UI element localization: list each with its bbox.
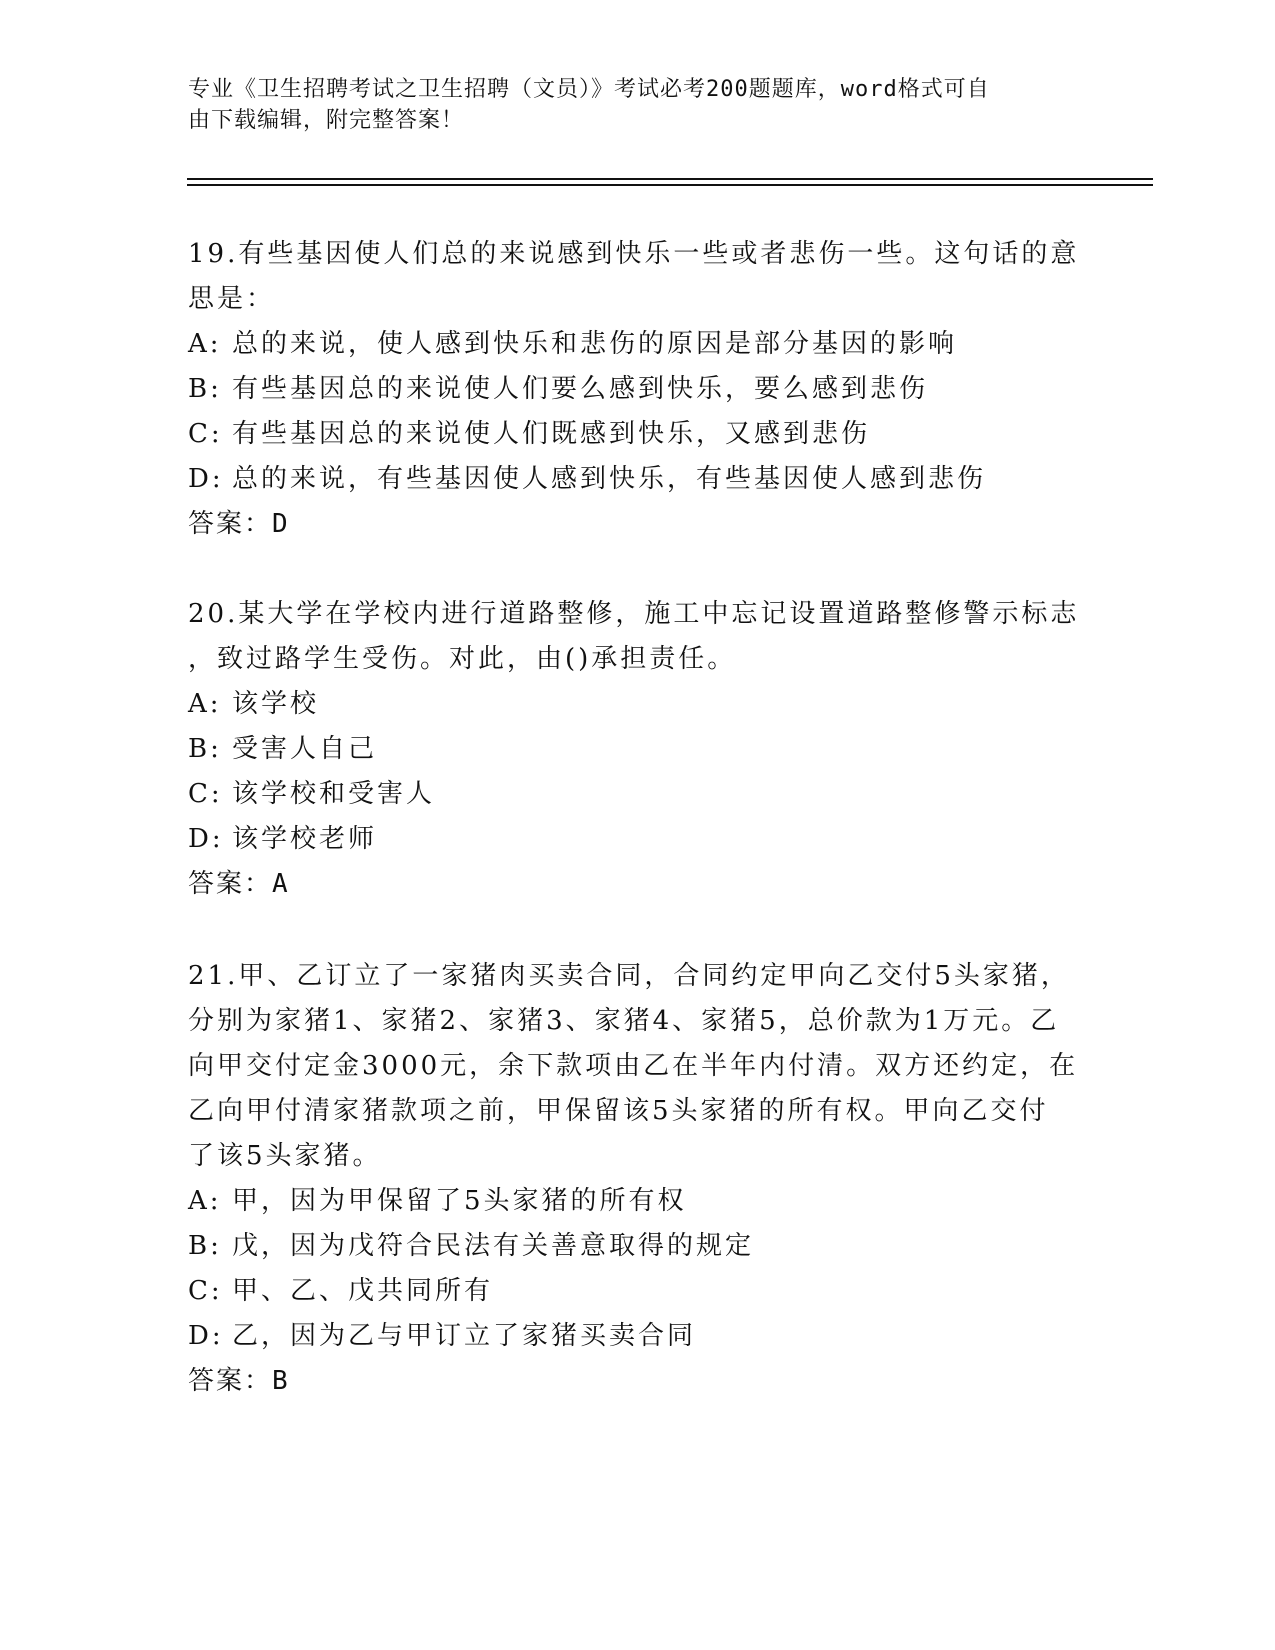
option-text: 甲，因为甲保留了5头家猪的所有权: [232, 1186, 687, 1216]
answer-label: 答案：: [188, 509, 273, 539]
answer-label: 答案：: [188, 869, 273, 899]
option-c: [188, 1269, 1088, 1314]
option-a: [188, 322, 1088, 367]
option-letter: A:: [188, 1186, 222, 1216]
option-text: 该学校和受害人: [232, 779, 436, 809]
answer-value: A: [272, 869, 288, 899]
option-b: [188, 367, 1088, 412]
option-text: 戊，因为戊符合民法有关善意取得的规定: [232, 1231, 755, 1261]
option-letter: C:: [188, 1276, 223, 1306]
option-letter: D:: [188, 464, 224, 494]
option-letter: D:: [188, 824, 224, 854]
option-letter: B:: [188, 734, 222, 764]
option-text: 有些基因总的来说使人们要么感到快乐，要么感到悲伤: [232, 374, 929, 404]
question-text-line: 乙向甲付清家猪款项之前，甲保留该5头家猪的所有权。甲向乙交付: [188, 1096, 1049, 1126]
question-text-line: 21.甲、乙订立了一家猪肉买卖合同，合同约定甲向乙交付5头家猪，: [188, 961, 1070, 991]
option-text: 受害人自己: [232, 734, 378, 764]
answer-value: B: [272, 1366, 288, 1396]
answer-line: [188, 862, 1088, 907]
option-letter: C:: [188, 419, 223, 449]
question-text-line: 思是：: [188, 284, 276, 314]
header-divider-top: [187, 178, 1153, 180]
question-text-line: 分别为家猪1、家猪2、家猪3、家猪4、家猪5，总价款为1万元。乙: [188, 1006, 1060, 1036]
option-letter: C:: [188, 779, 223, 809]
answer-line: [188, 502, 1088, 547]
option-text: 乙，因为乙与甲订立了家猪买卖合同: [232, 1321, 697, 1351]
option-letter: A:: [188, 329, 222, 359]
answer-line: [188, 1359, 1088, 1404]
question-text-line: 20.某大学在学校内进行道路整修，施工中忘记设置道路整修警示标志: [188, 599, 1080, 629]
question-20: [188, 592, 1088, 907]
answer-label: 答案：: [188, 1366, 273, 1396]
question-text-line: ，致过路学生受伤。对此，由()承担责任。: [188, 644, 737, 674]
option-d: [188, 1314, 1088, 1359]
header-line-2: 由下载编辑，附完整答案！: [188, 108, 465, 133]
answer-value: D: [272, 509, 288, 539]
option-letter: B:: [188, 1231, 222, 1261]
option-text: 甲、乙、戊共同所有: [232, 1276, 494, 1306]
option-d: [188, 457, 1088, 502]
header-line-1: 专业《卫生招聘考试之卫生招聘（文员）》考试必考200题题库，word格式可自: [188, 77, 990, 102]
option-text: 总的来说，使人感到快乐和悲伤的原因是部分基因的影响: [232, 329, 958, 359]
option-a: [188, 1179, 1088, 1224]
option-b: [188, 727, 1088, 772]
option-text: 总的来说，有些基因使人感到快乐，有些基因使人感到悲伤: [232, 464, 987, 494]
question-text-line: 向甲交付定金3000元，余下款项由乙在半年内付清。双方还约定，在: [188, 1051, 1079, 1081]
question-19: [188, 232, 1088, 547]
option-d: [188, 817, 1088, 862]
header-divider-bottom: [187, 184, 1153, 186]
option-letter: A:: [188, 689, 222, 719]
option-c: [188, 772, 1088, 817]
option-letter: B:: [188, 374, 222, 404]
question-text-line: 19.有些基因使人们总的来说感到快乐一些或者悲伤一些。这句话的意: [188, 239, 1080, 269]
document-header: [188, 74, 1068, 136]
option-letter: D:: [188, 1321, 224, 1351]
option-c: [188, 412, 1088, 457]
question-text-line: 了该5头家猪。: [188, 1141, 382, 1171]
option-text: 该学校老师: [232, 824, 378, 854]
option-a: [188, 682, 1088, 727]
option-text: 有些基因总的来说使人们既感到快乐，又感到悲伤: [232, 419, 871, 449]
option-b: [188, 1224, 1088, 1269]
option-text: 该学校: [232, 689, 320, 719]
question-21: [188, 954, 1088, 1404]
